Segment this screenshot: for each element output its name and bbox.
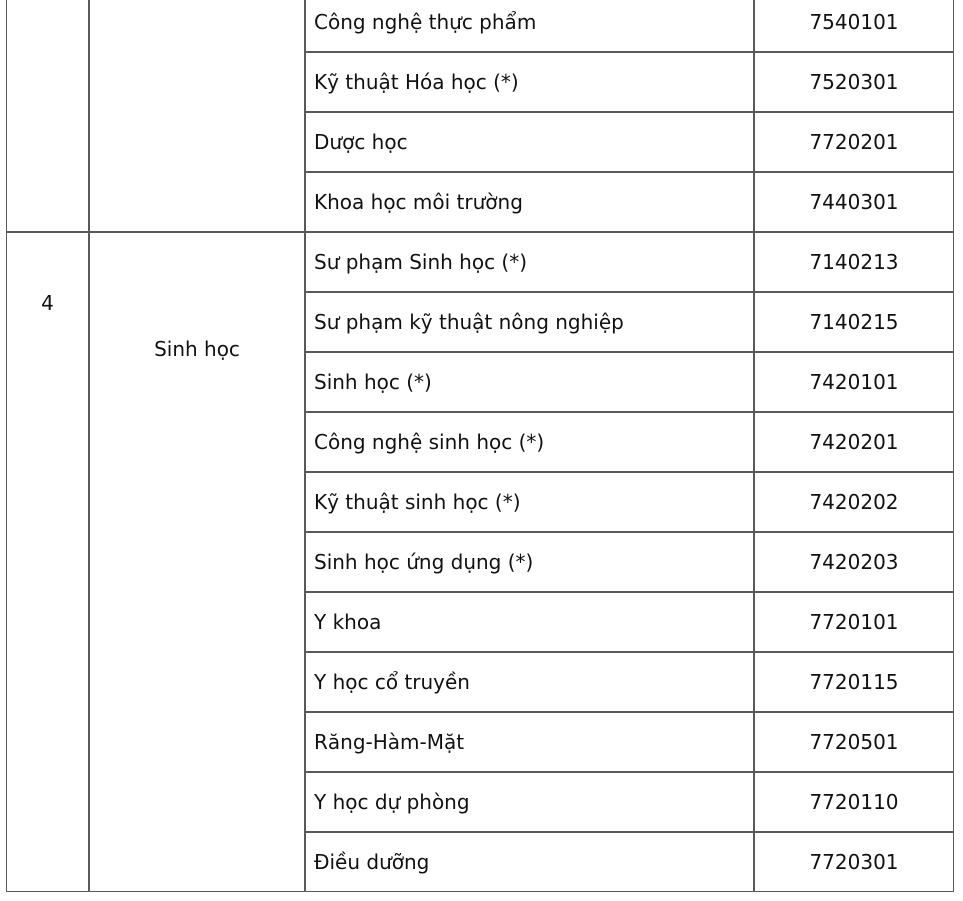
major-code-cell: 7420201 — [754, 412, 954, 472]
major-name-cell: Công nghệ sinh học (*) — [305, 412, 754, 472]
major-name-cell: Sư phạm Sinh học (*) — [305, 232, 754, 292]
major-code-cell: 7720101 — [754, 592, 954, 652]
major-name-cell: Kỹ thuật sinh học (*) — [305, 472, 754, 532]
major-code-cell: 7720201 — [754, 112, 954, 172]
major-name-cell: Dược học — [305, 112, 754, 172]
major-code-cell: 7720301 — [754, 832, 954, 892]
major-code-cell: 7140215 — [754, 292, 954, 352]
group-name-cell: Sinh học — [89, 232, 305, 892]
major-name-cell: Công nghệ thực phẩm — [305, 0, 754, 52]
major-code-cell: 7420202 — [754, 472, 954, 532]
major-name-cell: Sinh học ứng dụng (*) — [305, 532, 754, 592]
major-name-cell: Răng-Hàm-Mặt — [305, 712, 754, 772]
stt-cell: 4 — [6, 232, 89, 892]
table-row — [6, 0, 954, 52]
majors-table-body — [6, 0, 954, 892]
majors-table — [6, 0, 954, 892]
major-code-cell: 7140213 — [754, 232, 954, 292]
major-name-cell: Sư phạm kỹ thuật nông nghiệp — [305, 292, 754, 352]
table-row — [6, 232, 954, 292]
major-name-cell: Y khoa — [305, 592, 754, 652]
major-code-cell: 7420101 — [754, 352, 954, 412]
major-code-cell: 7720115 — [754, 652, 954, 712]
major-name-cell: Điều dưỡng — [305, 832, 754, 892]
major-code-cell: 7720110 — [754, 772, 954, 832]
major-code-cell: 7520301 — [754, 52, 954, 112]
major-name-cell: Y học dự phòng — [305, 772, 754, 832]
major-code-cell: 7540101 — [754, 0, 954, 52]
group-cell-empty — [89, 0, 305, 232]
stt-cell-empty — [6, 0, 89, 232]
major-name-cell: Kỹ thuật Hóa học (*) — [305, 52, 754, 112]
major-name-cell: Sinh học (*) — [305, 352, 754, 412]
major-code-cell: 7720501 — [754, 712, 954, 772]
major-name-cell: Khoa học môi trường — [305, 172, 754, 232]
major-name-cell: Y học cổ truyền — [305, 652, 754, 712]
major-code-cell: 7420203 — [754, 532, 954, 592]
major-code-cell: 7440301 — [754, 172, 954, 232]
